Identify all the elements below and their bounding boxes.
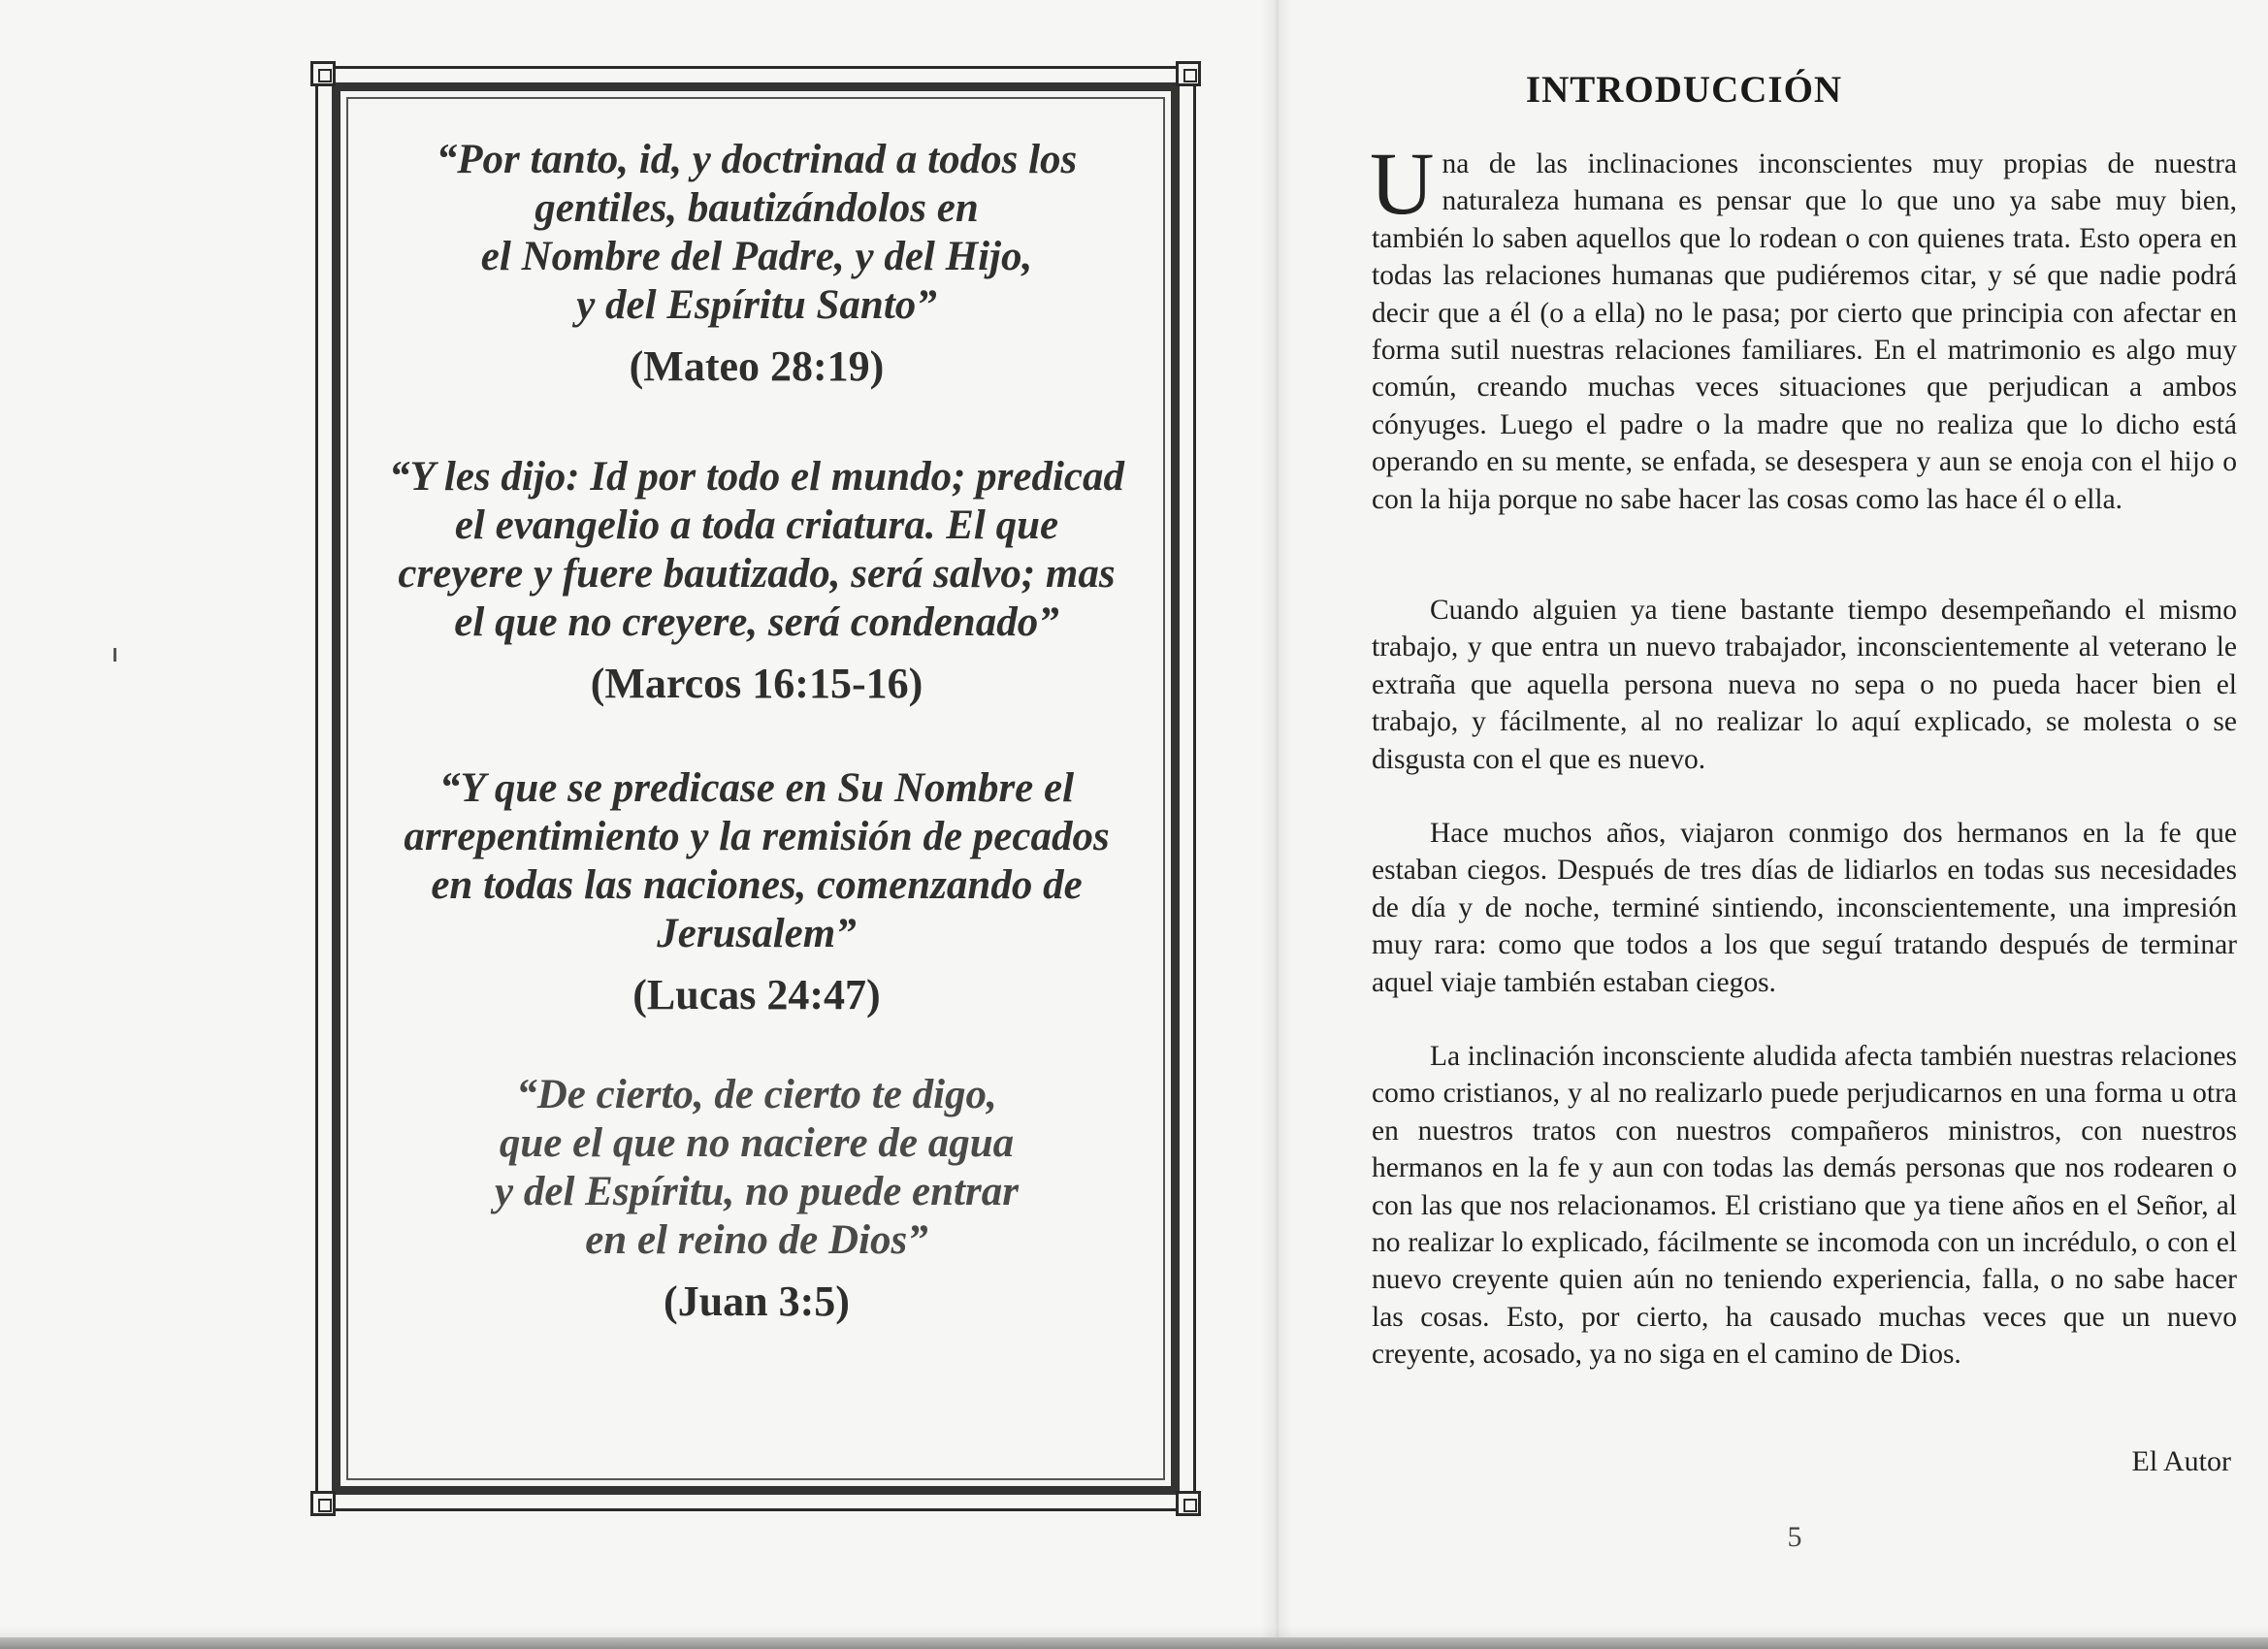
verse-block: [349, 453, 1164, 709]
page-number: 5: [1787, 1521, 1802, 1553]
verse-line: “Y que se predicase en Su Nombre el: [438, 765, 1075, 811]
paragraph: La inclinación inconsciente aludida afecta también nuestras relaciones como cristianos, y al no realizarlo puede perjudicarnos en una forma u otra en nuestros tratos con nuestros compañeros ministros, con nuestros hermanos en la fe y aun con todas las demás personas que nos rodearen o con las que nos relacionamos. El cristiano que ya tiene años en el Señor, al no realizar lo explicado, fácilmente se incomoda con un incrédulo, o con el nuevo creyente quien aún no teniendo experiencia, falla, o no sabe hacer las cosas. Esto, por cierto, ha causado muchas veces que un nuevo creyente, acosado, ya no siga en el camino de Dios.: [1372, 1041, 2237, 1371]
verse-line: creyere y fuere bautizado, será salvo; mas: [398, 551, 1116, 597]
verse-line: el que no creyere, será condenado”: [454, 599, 1059, 645]
page-title: INTRODUCCIÓN: [1525, 69, 1843, 111]
paragraph: [1370, 134, 2237, 518]
paragraph: Cuando alguien ya tiene bastante tiempo desempeñando el mismo trabajo, y que entra un nuevo trabajador, inconscientemente al veterano le extraña que aquella persona nueva no sepa o no pueda hacer bien el trabajo, y fácilmente, al no realizar lo aquí explicado, se molesta o se disgusta con el que es nuevo.: [1372, 595, 2237, 775]
author-signature: El Autor: [2131, 1445, 2231, 1477]
verse-line: gentiles, bautizándolos en: [535, 185, 979, 231]
frame-corner-ornament: [310, 61, 336, 86]
verse-line: arrepentimiento y la remisión de pecados: [404, 814, 1110, 859]
paragraph-text: na de las inclinaciones inconscientes muy propias de nuestra naturaleza humana es pensar que lo que uno ya sabe muy bien, también lo saben aquellos que lo rodean o con quienes trata. Esto opera en todas las relaciones humanas que pudiéremos citar, y sé que nadie podrá decir que a él (o a ella) no le pasa; por cierto que principia con afectar en forma sutil nuestras relaciones familiares. En el matrimonio es algo muy común, creando muchas veces situaciones que perjudican a ambos cónyuges. Luego el padre o la madre que no realiza que lo dicho está operando en su mente, se enfada, se desespera y aun se enoja con el hijo o con la hija porque no sabe hacer las cosas como las hace él o ella.: [1372, 148, 2237, 515]
verse-line: el Nombre del Padre, y del Hijo,: [480, 234, 1033, 279]
verse-block: [349, 764, 1164, 1020]
stray-mark: [113, 648, 116, 662]
verse-line: Jerusalem”: [657, 911, 857, 956]
drop-cap: U: [1370, 134, 1435, 233]
verse-reference: (Lucas 24:47): [632, 971, 881, 1018]
frame-corner-ornament: [1176, 1491, 1201, 1516]
verse-reference: (Juan 3:5): [664, 1277, 850, 1325]
verse-line: “Y les dijo: Id por todo el mundo; predicad: [388, 454, 1125, 500]
book-gutter: [1261, 0, 1292, 1639]
verse-quote: [349, 764, 1164, 958]
verse-line: “Por tanto, id, y doctrinad a todos los: [436, 137, 1078, 182]
verse-line: en el reino de Dios”: [585, 1217, 928, 1263]
verse-line: el evangelio a toda criatura. El que: [454, 502, 1059, 548]
verse-block: [349, 1071, 1164, 1327]
verse-line: y del Espíritu Santo”: [576, 282, 937, 328]
verse-reference: (Mateo 28:19): [629, 342, 885, 390]
verse-line: y del Espíritu, no puede entrar: [495, 1169, 1019, 1214]
frame-corner-ornament: [310, 1491, 336, 1516]
verse-quote: [349, 453, 1164, 647]
verse-line: en todas las naciones, comenzando de: [431, 862, 1083, 908]
verse-line: que el que no naciere de agua: [499, 1120, 1015, 1166]
verse-line: “De cierto, de cierto te digo,: [516, 1072, 997, 1117]
verse-reference: (Marcos 16:15-16): [590, 660, 923, 707]
paragraph: Hace muchos años, viajaron conmigo dos hermanos en la fe que estaban ciegos. Después de tres días de lidiarlos en todas sus necesidades de día y de noche, terminé sintiendo, inconscientemente, una impresión muy rara: como que todos a los que seguí tratando después de terminar aquel viaje también estaban ciegos.: [1372, 818, 2237, 998]
scan-edge: [0, 1637, 2268, 1649]
verse-quote: [349, 136, 1164, 330]
verse-block: [349, 136, 1164, 392]
verse-quote: [349, 1071, 1164, 1265]
